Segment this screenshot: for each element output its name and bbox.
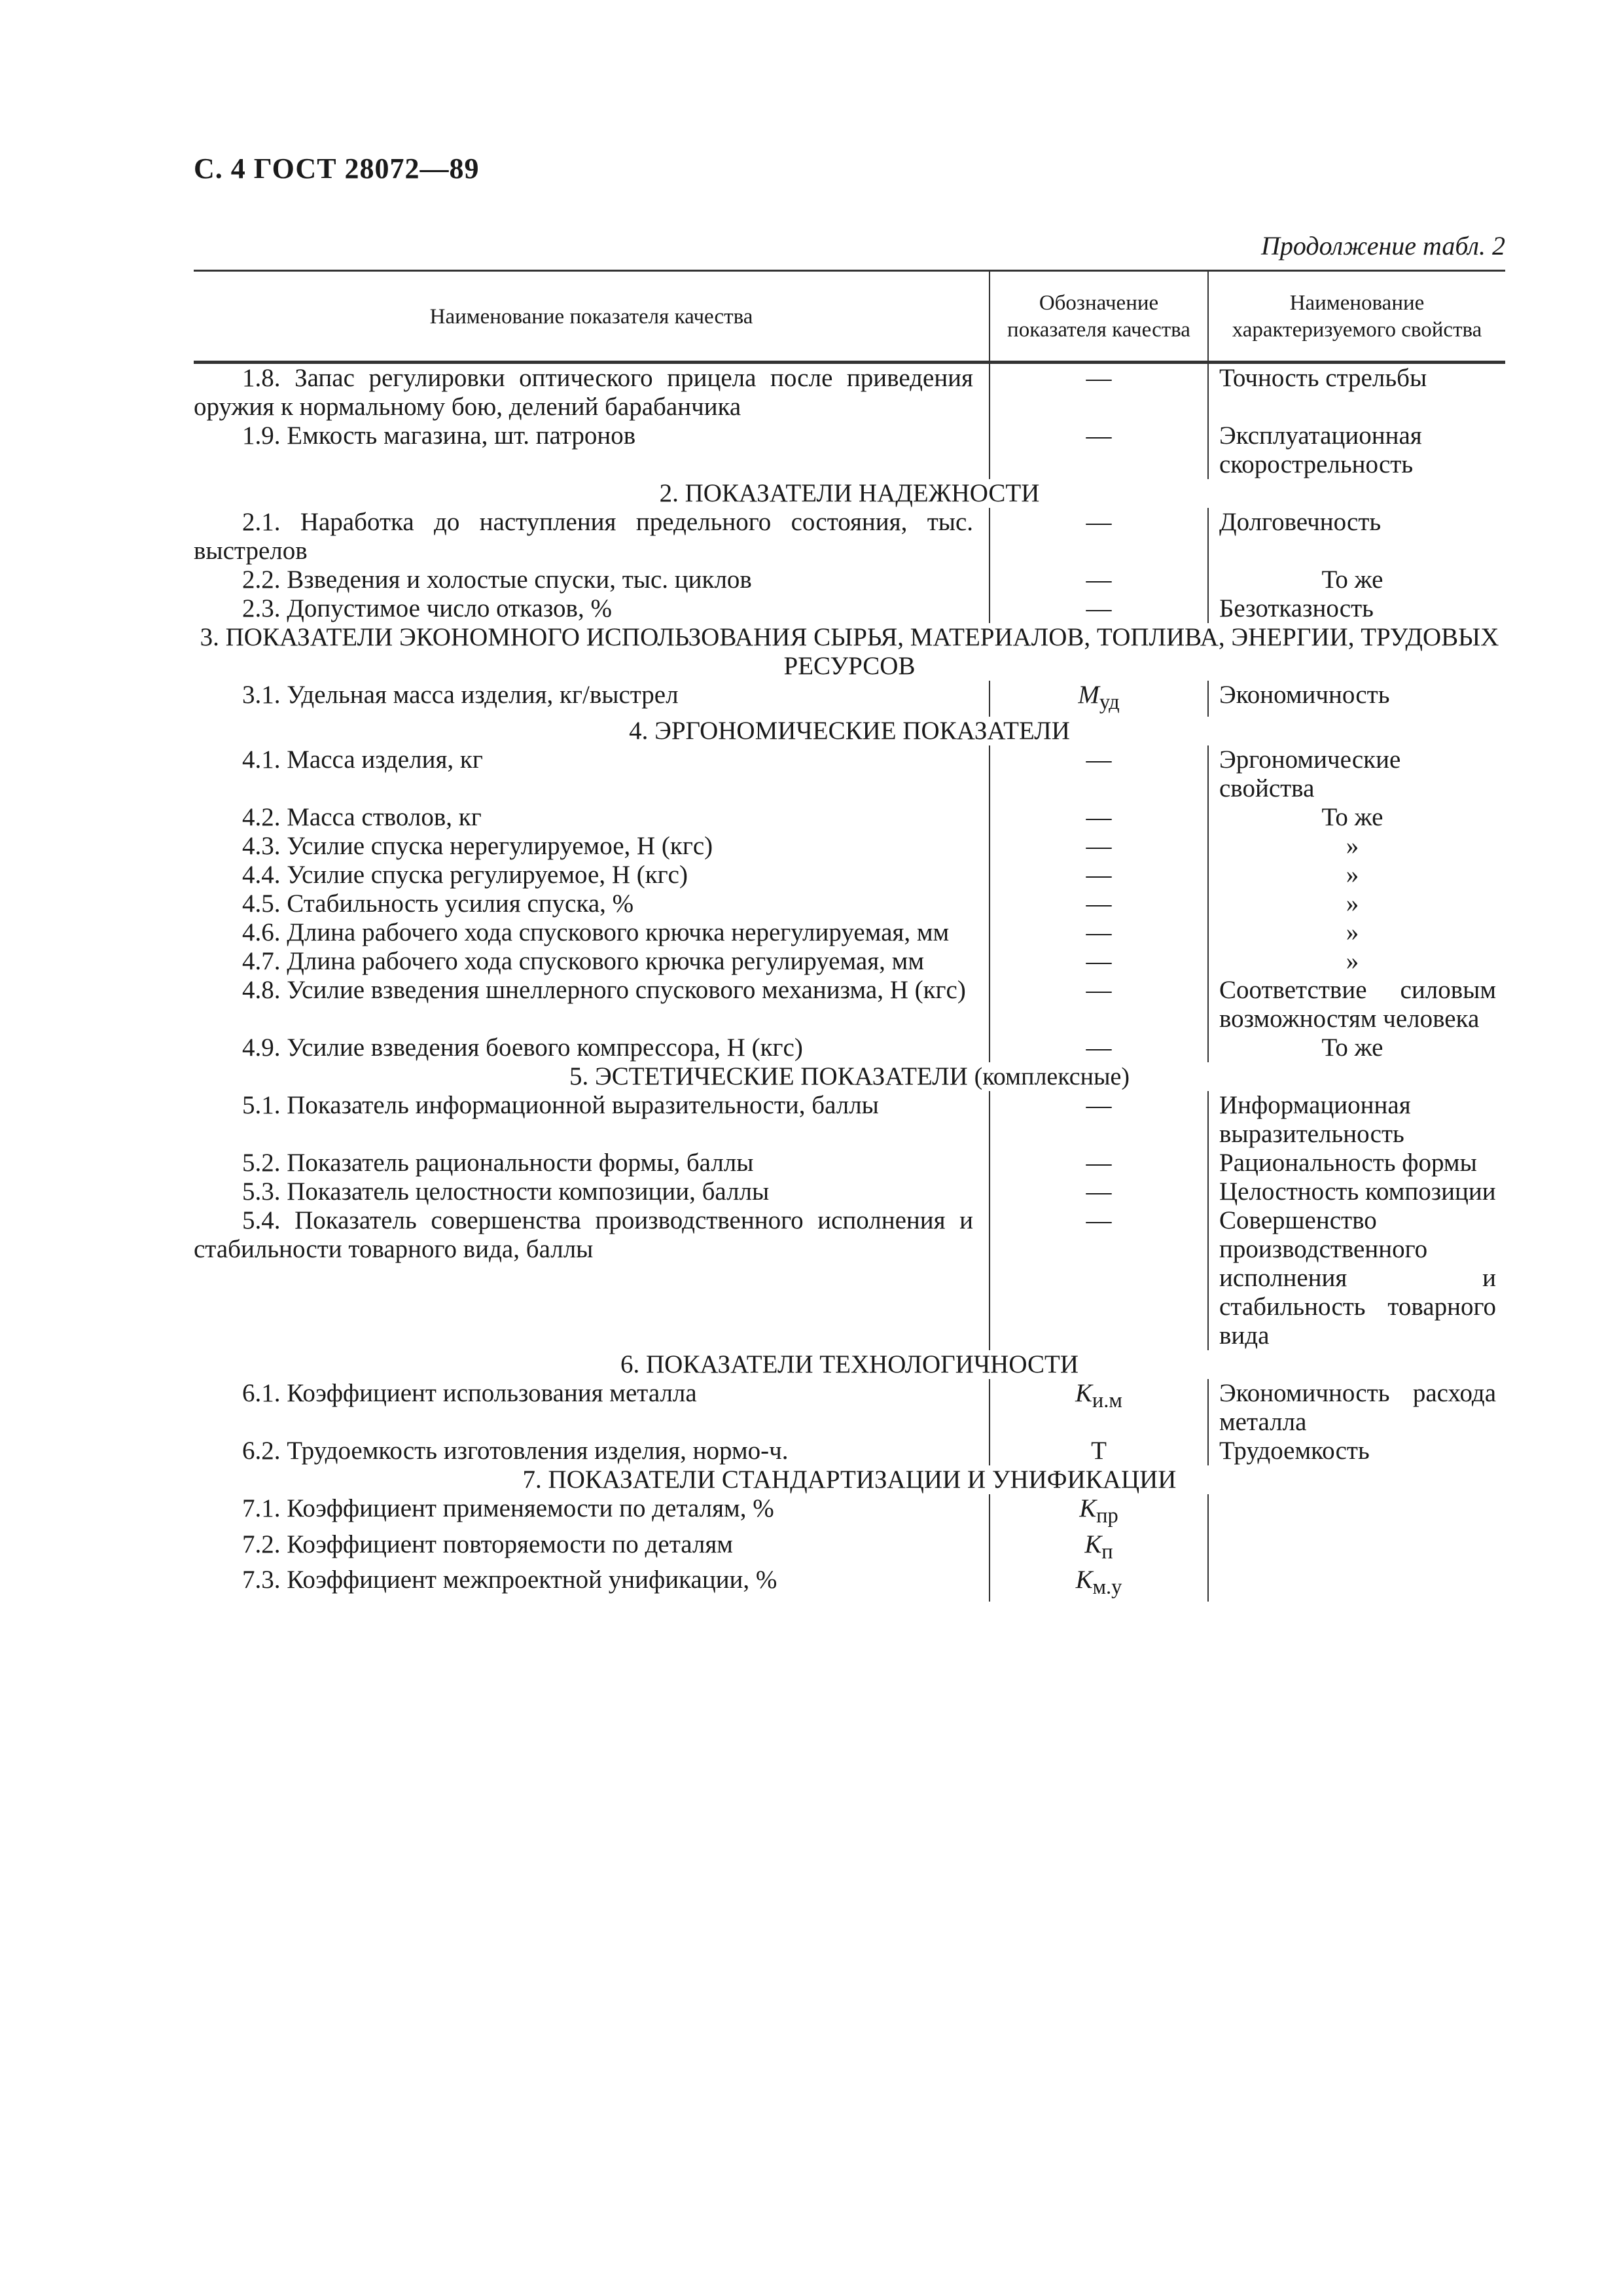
indicator-symbol-cell	[990, 508, 1208, 565]
indicator-name-cell	[194, 363, 990, 422]
indicator-name-cell	[194, 745, 990, 803]
indicator-symbol-cell	[990, 1033, 1208, 1062]
indicator-name-cell	[194, 947, 990, 976]
indicator-symbol: —	[1086, 565, 1112, 594]
indicator-name: Масса изделия, кг	[287, 745, 483, 774]
indicator-name: Показатель целостности композиции, баллы	[287, 1177, 770, 1206]
property-cell	[1208, 1177, 1505, 1206]
property-name: Совершенство производственного исполнения и стабильность товарного вида	[1219, 1206, 1496, 1350]
table-row	[194, 889, 1505, 918]
indicator-number: 4.2.	[242, 802, 281, 831]
indicator-symbol-cell	[990, 1494, 1208, 1530]
indicator-number: 6.1.	[242, 1378, 281, 1407]
property-cell	[1208, 1494, 1505, 1530]
indicator-name-cell	[194, 1494, 990, 1530]
table-body	[194, 363, 1505, 1602]
table-row	[194, 832, 1505, 861]
indicator-name: Коэффициент повторяемости по деталям	[287, 1530, 733, 1558]
indicator-name-cell	[194, 1437, 990, 1465]
indicator-name-cell	[194, 422, 990, 479]
indicator-number: 7.1.	[242, 1494, 281, 1522]
indicator-number: 2.1.	[242, 508, 281, 536]
table-row	[194, 1530, 1505, 1566]
indicator-name-cell	[194, 565, 990, 594]
indicator-symbol-cell	[990, 1379, 1208, 1437]
indicator-name: Стабильность усилия спуска, %	[287, 889, 634, 918]
header-indicator-name: Наименование показателя качества	[194, 271, 990, 363]
indicator-symbol-cell	[990, 1091, 1208, 1149]
indicator-name: Удельная масса изделия, кг/выстрел	[287, 681, 679, 709]
table-row	[194, 422, 1505, 479]
table-row	[194, 1566, 1505, 1602]
quality-indicators-table	[194, 270, 1505, 1602]
property-name: Соответствие силовым возможностям человека	[1219, 975, 1496, 1033]
indicator-name-cell	[194, 1091, 990, 1149]
indicator-symbol: —	[1086, 1148, 1112, 1177]
indicator-symbol: К	[1075, 1378, 1092, 1407]
property-name: Эргономические свойства	[1219, 745, 1401, 802]
section-title: 6. ПОКАЗАТЕЛИ ТЕХНОЛОГИЧНОСТИ	[620, 1350, 1079, 1378]
indicator-symbol: М	[1078, 681, 1099, 709]
indicator-name: Длина рабочего хода спускового крючка регулируемая, мм	[287, 946, 924, 975]
indicator-name: Трудоемкость изготовления изделия, нормо-ч.	[287, 1436, 789, 1465]
indicator-name: Взведения и холостые спуски, тыс. циклов	[287, 565, 752, 594]
property-cell	[1208, 594, 1505, 623]
indicator-number: 5.4.	[242, 1206, 281, 1234]
table-row	[194, 1379, 1505, 1437]
indicator-symbol: —	[1086, 1206, 1112, 1234]
table-row	[194, 918, 1505, 947]
indicator-symbol-subscript: пр	[1096, 1503, 1118, 1528]
indicator-number: 5.1.	[242, 1090, 281, 1119]
section-title: 7. ПОКАЗАТЕЛИ СТАНДАРТИЗАЦИИ И УНИФИКАЦИИ	[522, 1465, 1177, 1494]
property-name: Рациональность формы	[1219, 1148, 1477, 1177]
indicator-number: 4.8.	[242, 975, 281, 1004]
property-name: Экономичность расхода металла	[1219, 1378, 1496, 1436]
table-row	[194, 1437, 1505, 1465]
indicator-symbol-cell	[990, 976, 1208, 1033]
table-row	[194, 1091, 1505, 1149]
property-cell	[1208, 745, 1505, 803]
indicator-symbol-cell	[990, 1177, 1208, 1206]
section-title: 3. ПОКАЗАТЕЛИ ЭКОНОМНОГО ИСПОЛЬЗОВАНИЯ СЫРЬЯ, МАТЕРИАЛОВ, ТОПЛИВА, ЭНЕРГИИ, ТРУДОВЫХ РЕСУРСОВ	[200, 623, 1499, 680]
indicator-symbol-cell	[990, 832, 1208, 861]
section-heading-row	[194, 623, 1505, 681]
indicator-name-cell	[194, 803, 990, 832]
indicator-symbol: —	[1086, 831, 1112, 860]
header-indicator-symbol: Обозначение показателя качества	[990, 271, 1208, 363]
indicator-name-cell	[194, 508, 990, 565]
property-cell	[1208, 861, 1505, 889]
indicator-name-cell	[194, 832, 990, 861]
indicator-symbol: К	[1079, 1494, 1097, 1522]
property-name: »	[1346, 889, 1359, 918]
indicator-name-cell	[194, 889, 990, 918]
indicator-number: 1.9.	[242, 422, 281, 450]
indicator-symbol: —	[1086, 889, 1112, 918]
property-cell	[1208, 1206, 1505, 1350]
indicator-name-cell	[194, 1177, 990, 1206]
indicator-name-cell	[194, 1149, 990, 1177]
section-heading-row	[194, 717, 1505, 745]
indicator-symbol-cell	[990, 422, 1208, 479]
indicator-symbol-cell	[990, 889, 1208, 918]
indicator-name-cell	[194, 861, 990, 889]
table-row	[194, 976, 1505, 1033]
indicator-number: 4.3.	[242, 831, 281, 860]
indicator-symbol-cell	[990, 1149, 1208, 1177]
indicator-number: 1.8.	[242, 364, 281, 392]
table-continuation-note: Продолжение табл. 2	[1260, 231, 1505, 260]
indicator-symbol: —	[1086, 1177, 1112, 1206]
indicator-name: Коэффициент применяемости по деталям, %	[287, 1494, 774, 1522]
indicator-symbol: —	[1086, 918, 1112, 946]
property-name: Целостность композиции	[1219, 1177, 1496, 1206]
page-header: С. 4 ГОСТ 28072—89	[194, 152, 480, 185]
indicator-name-cell	[194, 681, 990, 717]
indicator-symbol-cell	[990, 681, 1208, 717]
indicator-number: 4.9.	[242, 1033, 281, 1062]
indicator-name-cell	[194, 1530, 990, 1566]
indicator-symbol-cell	[990, 1530, 1208, 1566]
section-title: 5. ЭСТЕТИЧЕСКИЕ ПОКАЗАТЕЛИ	[569, 1062, 968, 1090]
property-cell	[1208, 1033, 1505, 1062]
indicator-symbol-cell	[990, 1206, 1208, 1350]
indicator-number: 3.1.	[242, 681, 281, 709]
indicator-number: 4.7.	[242, 946, 281, 975]
property-cell	[1208, 1379, 1505, 1437]
indicator-symbol: —	[1086, 594, 1112, 622]
indicator-number: 6.2.	[242, 1436, 281, 1465]
property-cell	[1208, 889, 1505, 918]
indicator-symbol: —	[1086, 1090, 1112, 1119]
indicator-name-cell	[194, 976, 990, 1033]
indicator-name: Наработка до наступления предельного состояния, тыс. выстрелов	[194, 508, 973, 565]
indicator-symbol: —	[1086, 860, 1112, 889]
table-row	[194, 803, 1505, 832]
indicator-name: Усилие взведения шнеллерного спускового механизма, Н (кгс)	[287, 975, 966, 1004]
indicator-symbol-subscript: уд	[1099, 690, 1120, 714]
indicator-symbol-cell	[990, 1437, 1208, 1465]
indicator-name-cell	[194, 918, 990, 947]
property-name: То же	[1321, 565, 1383, 594]
section-heading-row	[194, 1062, 1505, 1091]
indicator-name: Допустимое число отказов, %	[287, 594, 612, 622]
property-name: Безотказность	[1219, 594, 1374, 622]
table-row	[194, 745, 1505, 803]
property-name: »	[1346, 918, 1359, 946]
indicator-name: Усилие спуска нерегулируемое, Н (кгс)	[287, 831, 713, 860]
property-cell	[1208, 918, 1505, 947]
property-name: Точность стрельбы	[1219, 364, 1427, 392]
property-cell	[1208, 508, 1505, 565]
indicator-symbol: К	[1084, 1530, 1102, 1558]
indicator-symbol-cell	[990, 565, 1208, 594]
indicator-symbol: —	[1086, 508, 1112, 536]
indicator-name: Емкость магазина, шт. патронов	[287, 422, 636, 450]
section-title: 4. ЭРГОНОМИЧЕСКИЕ ПОКАЗАТЕЛИ	[629, 716, 1070, 745]
property-cell	[1208, 1566, 1505, 1602]
property-cell	[1208, 1530, 1505, 1566]
indicator-symbol: —	[1086, 745, 1112, 774]
indicator-number: 4.4.	[242, 860, 281, 889]
indicator-symbol: —	[1086, 975, 1112, 1004]
indicator-symbol: —	[1086, 364, 1112, 392]
indicator-name: Масса стволов, кг	[287, 802, 482, 831]
property-name: Трудоемкость	[1219, 1436, 1370, 1465]
indicator-symbol: Т	[1091, 1436, 1107, 1465]
property-cell	[1208, 1149, 1505, 1177]
indicator-name-cell	[194, 1379, 990, 1437]
table-row	[194, 947, 1505, 976]
indicator-name: Коэффициент использования металла	[287, 1378, 697, 1407]
section-heading-row	[194, 1350, 1505, 1379]
indicator-symbol-cell	[990, 363, 1208, 422]
indicator-number: 4.5.	[242, 889, 281, 918]
indicator-symbol-cell	[990, 745, 1208, 803]
indicator-symbol-cell	[990, 918, 1208, 947]
property-name: »	[1346, 946, 1359, 975]
table-row	[194, 1494, 1505, 1530]
indicator-symbol-subscript: и.м	[1092, 1388, 1122, 1412]
table-row	[194, 1033, 1505, 1062]
indicator-name-cell	[194, 1566, 990, 1602]
section-title: 2. ПОКАЗАТЕЛИ НАДЕЖНОСТИ	[659, 479, 1040, 507]
property-cell	[1208, 947, 1505, 976]
indicator-symbol: К	[1075, 1566, 1093, 1594]
property-name: То же	[1321, 1033, 1383, 1062]
indicator-symbol-cell	[990, 803, 1208, 832]
table-row	[194, 508, 1505, 565]
property-cell	[1208, 1437, 1505, 1465]
property-name: »	[1346, 860, 1359, 889]
property-cell	[1208, 363, 1505, 422]
indicator-name-cell	[194, 1206, 990, 1350]
section-title-suffix: (комплексные)	[974, 1062, 1130, 1090]
section-heading-row	[194, 1465, 1505, 1494]
table-row	[194, 1206, 1505, 1350]
property-cell	[1208, 681, 1505, 717]
indicator-name: Показатель информационной выразительности, баллы	[287, 1090, 879, 1119]
indicator-number: 4.6.	[242, 918, 281, 946]
indicator-number: 7.2.	[242, 1530, 281, 1558]
indicator-number: 5.2.	[242, 1148, 281, 1177]
indicator-number: 4.1.	[242, 745, 281, 774]
table-row	[194, 1177, 1505, 1206]
property-cell	[1208, 976, 1505, 1033]
property-cell	[1208, 422, 1505, 479]
table-row	[194, 363, 1505, 422]
indicator-symbol-cell	[990, 947, 1208, 976]
table-row	[194, 861, 1505, 889]
indicator-name: Показатель рациональности формы, баллы	[287, 1148, 754, 1177]
table-header-row	[194, 271, 1505, 363]
property-name: »	[1346, 831, 1359, 860]
table-row	[194, 681, 1505, 717]
indicator-name: Запас регулировки оптического прицела после приведения оружия к нормальному бою, делений барабанчика	[194, 364, 973, 421]
property-name: То же	[1321, 802, 1383, 831]
indicator-name: Усилие взведения боевого компрессора, Н (кгс)	[287, 1033, 803, 1062]
indicator-name: Коэффициент межпроектной унификации, %	[287, 1566, 777, 1594]
indicator-symbol-cell	[990, 594, 1208, 623]
table-row	[194, 565, 1505, 594]
indicator-name: Длина рабочего хода спускового крючка нерегулируемая, мм	[287, 918, 950, 946]
indicator-name: Показатель совершенства производственного исполнения и стабильности товарного вида, баллы	[194, 1206, 974, 1263]
indicator-number: 2.2.	[242, 565, 281, 594]
table-row	[194, 594, 1505, 623]
indicator-name-cell	[194, 594, 990, 623]
property-cell	[1208, 1091, 1505, 1149]
indicator-number: 5.3.	[242, 1177, 281, 1206]
indicator-symbol: —	[1086, 802, 1112, 831]
property-cell	[1208, 803, 1505, 832]
indicator-symbol-subscript: п	[1101, 1539, 1113, 1564]
indicator-number: 7.3.	[242, 1566, 281, 1594]
indicator-symbol: —	[1086, 1033, 1112, 1062]
property-name: Экономичность	[1219, 681, 1390, 709]
indicator-name-cell	[194, 1033, 990, 1062]
indicator-number: 2.3.	[242, 594, 281, 622]
property-name: Долговечность	[1219, 508, 1382, 536]
property-name: Информационная выразительность	[1219, 1090, 1411, 1148]
indicator-symbol: —	[1086, 946, 1112, 975]
indicator-symbol-subscript: м.у	[1092, 1575, 1122, 1600]
indicator-symbol: —	[1086, 422, 1112, 450]
section-heading-row	[194, 479, 1505, 508]
property-cell	[1208, 832, 1505, 861]
table-row	[194, 1149, 1505, 1177]
property-cell	[1208, 565, 1505, 594]
indicator-name: Усилие спуска регулируемое, Н (кгс)	[287, 860, 688, 889]
property-name: Эксплуатационная скорострельность	[1219, 422, 1422, 478]
indicator-symbol-cell	[990, 861, 1208, 889]
header-property-name: Наименование характеризуемого свойства	[1208, 271, 1505, 363]
indicator-symbol-cell	[990, 1566, 1208, 1602]
